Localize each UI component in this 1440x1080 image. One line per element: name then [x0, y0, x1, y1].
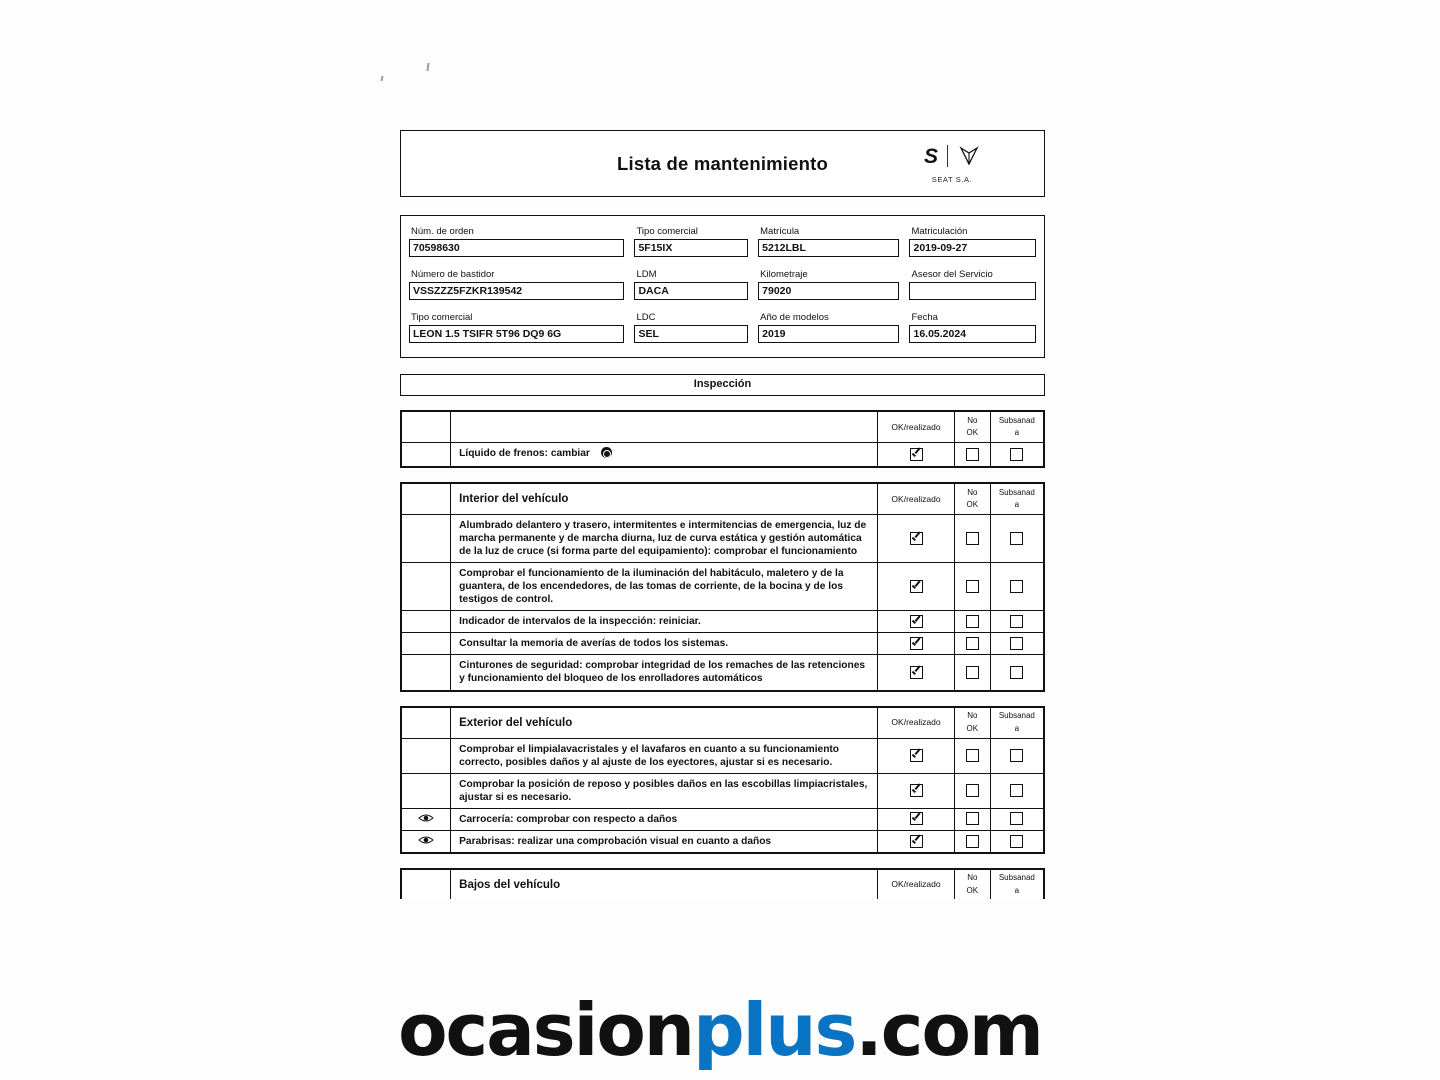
item-label: Carrocería: comprobar con respecto a daños — [459, 813, 678, 825]
eye-icon — [418, 813, 434, 823]
maintenance-checklist — [400, 130, 1045, 899]
subsanada-checkbox-cell[interactable] — [990, 563, 1043, 611]
row-text-cell — [451, 611, 878, 633]
no-ok-checkbox[interactable] — [966, 448, 979, 461]
ok-checkbox-cell[interactable] — [878, 443, 955, 467]
no-ok-checkbox-cell[interactable] — [954, 633, 990, 655]
item-label: Alumbrado delantero y trasero, intermitentes e intermitencias de emergencia, luz de marcha permanente y de marcha diurna, luz de curva estática y gestión automática de la luz de cruce (si forma parte del equipamiento): comprobar el funcionamiento — [459, 520, 867, 558]
ok-checkbox-cell[interactable] — [878, 830, 955, 852]
section-header-row — [402, 869, 1044, 899]
company-name: SEAT S.A. — [931, 175, 973, 184]
item-label: Cinturones de seguridad: comprobar integridad de los remaches de las retenciones y funcionamiento del bloqueo de los enrolladores automáticos — [459, 660, 866, 685]
watermark-part-3: .com — [855, 988, 1042, 1072]
subsanada-checkbox-cell[interactable] — [990, 808, 1043, 830]
mark-column-header — [402, 412, 451, 443]
ok-checkbox[interactable] — [910, 835, 923, 848]
no-ok-checkbox-cell[interactable] — [954, 443, 990, 467]
no-ok-checkbox[interactable] — [966, 812, 979, 825]
brand-block — [892, 143, 1012, 184]
field-num-orden: Núm. de orden 70598630 — [409, 226, 624, 257]
ok-checkbox-cell[interactable] — [878, 515, 955, 563]
no-ok-checkbox[interactable] — [966, 784, 979, 797]
item-label: Comprobar el funcionamiento de la iluminación del habitáculo, maletero y de la guantera, de los encendedores, de las tomas de corriente, de la bocina y de los testigos de control. — [459, 568, 844, 606]
title-banner — [400, 130, 1045, 197]
ldc-value[interactable]: SEL — [634, 325, 748, 343]
field-tipo-comercial-code: Tipo comercial 5F15IX — [634, 226, 748, 257]
field-matriculacion: Matriculación 2019-09-27 — [909, 226, 1036, 257]
ok-checkbox[interactable] — [910, 666, 923, 679]
no-ok-checkbox-cell[interactable] — [954, 655, 990, 690]
table-row — [402, 738, 1044, 773]
no-ok-checkbox[interactable] — [966, 637, 979, 650]
row-mark-cell — [402, 443, 451, 467]
no-ok-checkbox[interactable] — [966, 580, 979, 593]
item-label: Comprobar el limpialavacristales y el lavafaros en cuanto a su funcionamiento correcto, posibles daños y al ajuste de los eyectores, ajustar si es necesario. — [459, 743, 840, 768]
section-title-cell — [451, 412, 878, 443]
section-title-cell: Interior del vehículo — [451, 484, 878, 515]
row-text-cell — [451, 515, 878, 563]
ok-checkbox[interactable] — [910, 749, 923, 762]
no-ok-column-header: No OK — [954, 412, 990, 443]
no-ok-checkbox-cell[interactable] — [954, 808, 990, 830]
ano-modelos-value[interactable]: 2019 — [758, 325, 899, 343]
no-ok-checkbox-cell[interactable] — [954, 515, 990, 563]
field-ldc: LDC SEL — [634, 312, 748, 343]
no-ok-checkbox[interactable] — [966, 615, 979, 628]
ok-checkbox-cell[interactable] — [878, 773, 955, 808]
subsanada-checkbox-cell[interactable] — [990, 773, 1043, 808]
ok-column-header: OK/realizado — [878, 869, 955, 899]
no-ok-column-header: No OK — [954, 707, 990, 738]
subsanada-checkbox[interactable] — [1010, 448, 1023, 461]
table-row — [402, 515, 1044, 563]
ok-checkbox-cell[interactable] — [878, 611, 955, 633]
ok-checkbox[interactable] — [910, 532, 923, 545]
subsanada-checkbox[interactable] — [1010, 812, 1023, 825]
table-row — [402, 611, 1044, 633]
row-mark-cell — [402, 633, 451, 655]
ok-checkbox[interactable] — [910, 637, 923, 650]
row-mark-cell — [402, 738, 451, 773]
seat-logo-icon: S — [923, 144, 937, 168]
row-text-cell — [451, 563, 878, 611]
field-matricula: Matrícula 5212LBL — [758, 226, 899, 257]
subsanada-column-header: Subsanad a — [990, 484, 1043, 515]
scan-artifact — [426, 63, 429, 71]
ok-checkbox[interactable] — [910, 580, 923, 593]
row-mark-cell — [402, 773, 451, 808]
subsanada-checkbox[interactable] — [1010, 615, 1023, 628]
subsanada-checkbox[interactable] — [1010, 580, 1023, 593]
subsanada-checkbox-cell[interactable] — [990, 633, 1043, 655]
tipo-comercial-code-value[interactable]: 5F15IX — [634, 239, 748, 257]
row-mark-cell — [402, 515, 451, 563]
ok-column-header: OK/realizado — [878, 484, 955, 515]
ok-checkbox[interactable] — [910, 812, 923, 825]
exterior-section — [400, 706, 1045, 854]
item-label: Indicador de intervalos de la inspección: reiniciar. — [459, 616, 701, 628]
item-label: Consultar la memoria de averías de todos los sistemas. — [459, 638, 729, 650]
kilometraje-value[interactable]: 79020 — [758, 282, 899, 300]
ok-checkbox[interactable] — [910, 448, 923, 461]
subsanada-checkbox[interactable] — [1010, 749, 1023, 762]
field-fecha: Fecha 16.05.2024 — [909, 312, 1036, 343]
field-tipo-comercial: Tipo comercial LEON 1.5 TSIFR 5T96 DQ9 6G — [409, 312, 624, 343]
asesor-servicio-value[interactable] — [909, 282, 1036, 300]
subsanada-checkbox[interactable] — [1010, 835, 1023, 848]
field-numero-bastidor: Número de bastidor VSSZZZ5FZKR139542 — [409, 269, 624, 300]
watermark-part-2: plus — [693, 988, 856, 1072]
section-header-row — [402, 412, 1044, 443]
ok-checkbox-cell[interactable] — [878, 655, 955, 690]
table-row — [402, 443, 1044, 467]
section-title-cell: Exterior del vehículo — [451, 707, 878, 738]
no-ok-checkbox[interactable] — [966, 835, 979, 848]
subsanada-checkbox-cell[interactable] — [990, 830, 1043, 852]
subsanada-checkbox[interactable] — [1010, 666, 1023, 679]
mark-column-header — [402, 484, 451, 515]
circle-blob-icon — [601, 447, 612, 462]
subsanada-checkbox-cell[interactable] — [990, 655, 1043, 690]
row-text-cell — [451, 443, 878, 467]
subsanada-column-header: Subsanad a — [990, 869, 1043, 899]
subsanada-column-header: Subsanad a — [990, 707, 1043, 738]
ok-checkbox-cell[interactable] — [878, 563, 955, 611]
no-ok-checkbox[interactable] — [966, 532, 979, 545]
no-ok-checkbox-cell[interactable] — [954, 830, 990, 852]
ok-checkbox[interactable] — [910, 615, 923, 628]
inspection-banner — [400, 374, 1045, 396]
table-row — [402, 773, 1044, 808]
underbody-section — [400, 868, 1045, 899]
table-row — [402, 633, 1044, 655]
brake-fluid-section — [400, 410, 1045, 468]
table-row — [402, 830, 1044, 852]
vehicle-data-box — [400, 215, 1045, 358]
no-ok-checkbox-cell[interactable] — [954, 611, 990, 633]
no-ok-column-header: No OK — [954, 484, 990, 515]
vehicle-data-row — [409, 312, 1036, 343]
matriculacion-value[interactable]: 2019-09-27 — [909, 239, 1036, 257]
row-text-cell — [451, 655, 878, 690]
tipo-comercial-value[interactable]: LEON 1.5 TSIFR 5T96 DQ9 6G — [409, 325, 624, 343]
ok-column-header: OK/realizado — [878, 412, 955, 443]
table-row — [402, 563, 1044, 611]
field-kilometraje: Kilometraje 79020 — [758, 269, 899, 300]
row-mark-cell — [402, 808, 451, 830]
row-text-cell — [451, 738, 878, 773]
ok-checkbox-cell[interactable] — [878, 633, 955, 655]
row-text-cell — [451, 808, 878, 830]
item-label: Parabrisas: realizar una comprobación visual en cuanto a daños — [459, 835, 772, 847]
no-ok-checkbox[interactable] — [966, 749, 979, 762]
subsanada-checkbox-cell[interactable] — [990, 443, 1043, 467]
field-asesor-servicio: Asesor del Servicio — [909, 269, 1036, 300]
numero-bastidor-value[interactable]: VSSZZZ5FZKR139542 — [409, 282, 624, 300]
ok-checkbox[interactable] — [910, 784, 923, 797]
subsanada-checkbox-cell[interactable] — [990, 611, 1043, 633]
no-ok-checkbox-cell[interactable] — [954, 738, 990, 773]
row-text-cell — [451, 773, 878, 808]
page-title: Lista de mantenimiento — [616, 153, 829, 174]
row-mark-cell — [402, 563, 451, 611]
subsanada-checkbox[interactable] — [1010, 637, 1023, 650]
section-title-cell: Bajos del vehículo — [451, 869, 878, 899]
ldm-value[interactable]: DACA — [634, 282, 748, 300]
interior-section — [400, 482, 1045, 691]
table-row — [402, 655, 1044, 690]
table-row — [402, 808, 1044, 830]
watermark-part-1: ocasion — [398, 988, 694, 1072]
fecha-value[interactable]: 16.05.2024 — [909, 325, 1036, 343]
row-mark-cell — [402, 611, 451, 633]
vehicle-data-row — [409, 226, 1036, 257]
matricula-value[interactable]: 5212LBL — [758, 239, 899, 257]
section-header-row — [402, 707, 1044, 738]
mark-column-header — [402, 707, 451, 738]
no-ok-checkbox[interactable] — [966, 666, 979, 679]
subsanada-column-header: Subsanad a — [990, 412, 1043, 443]
row-mark-cell — [402, 830, 451, 852]
row-mark-cell — [402, 655, 451, 690]
field-ano-modelos: Año de modelos 2019 — [758, 312, 899, 343]
no-ok-column-header: No OK — [954, 869, 990, 899]
divider — [947, 145, 948, 167]
inspection-banner-label: Inspección — [693, 378, 752, 390]
item-label: Comprobar la posición de reposo y posibles daños en las escobillas limpiacristales, ajustar si es necesario. — [459, 778, 868, 803]
subsanada-checkbox-cell[interactable] — [990, 738, 1043, 773]
eye-icon — [418, 835, 434, 845]
field-ldm: LDM DACA — [634, 269, 748, 300]
row-text-cell — [451, 830, 878, 852]
num-orden-value[interactable]: 70598630 — [409, 239, 624, 257]
watermark-logo — [0, 988, 1440, 1072]
ok-checkbox-cell[interactable] — [878, 808, 955, 830]
no-ok-checkbox-cell[interactable] — [954, 563, 990, 611]
section-header-row — [402, 484, 1044, 515]
subsanada-checkbox[interactable] — [1010, 784, 1023, 797]
scan-artifact — [381, 76, 384, 81]
vehicle-data-row — [409, 269, 1036, 300]
subsanada-checkbox[interactable] — [1010, 532, 1023, 545]
cupra-logo-icon — [958, 145, 980, 167]
ok-column-header: OK/realizado — [878, 707, 955, 738]
mark-column-header — [402, 869, 451, 899]
no-ok-checkbox-cell[interactable] — [954, 773, 990, 808]
subsanada-checkbox-cell[interactable] — [990, 515, 1043, 563]
item-label: Líquido de frenos: cambiar — [459, 448, 590, 459]
row-text-cell — [451, 633, 878, 655]
ok-checkbox-cell[interactable] — [878, 738, 955, 773]
